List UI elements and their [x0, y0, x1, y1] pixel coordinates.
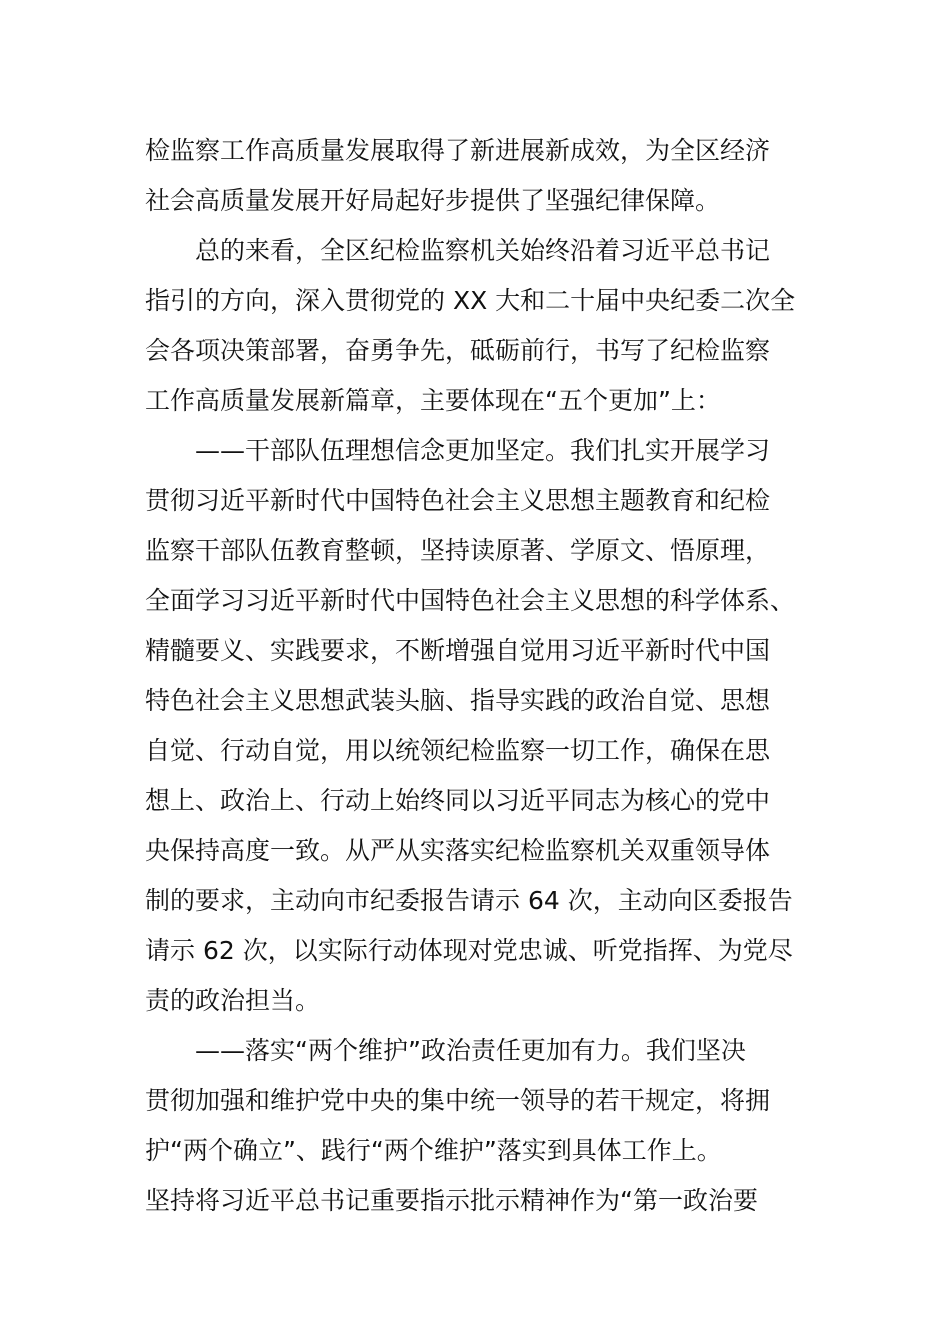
text-line: 指引的方向，深入贯彻党的 XX 大和二十届中央纪委二次全 [145, 286, 796, 315]
text-line: 特色社会主义思想武装头脑、指导实践的政治自觉、思想 [145, 686, 771, 715]
text-line: 贯彻习近平新时代中国特色社会主义思想主题教育和纪检 [145, 486, 771, 515]
text-line: 制的要求，主动向市纪委报告请示 64 次，主动向区委报告 [145, 886, 793, 915]
text-line: 坚持将习近平总书记重要指示批示精神作为“第一政治要 [145, 1186, 758, 1215]
text-line: 全面学习习近平新时代中国特色社会主义思想的科学体系、 [145, 586, 796, 615]
text-line: 请示 62 次，以实际行动体现对党忠诚、听党指挥、为党尽 [145, 936, 793, 965]
text-line: ——干部队伍理想信念更加坚定。我们扎实开展学习 [195, 436, 771, 465]
text-line: 自觉、行动自觉，用以统领纪检监察一切工作，确保在思 [145, 736, 771, 765]
text-line: 社会高质量发展开好局起好步提供了坚强纪律保障。 [145, 186, 721, 215]
text-line: 检监察工作高质量发展取得了新进展新成效，为全区经济 [145, 136, 771, 165]
text-line: 想上、政治上、行动上始终同以习近平同志为核心的党中 [145, 786, 771, 815]
text-line: 护“两个确立”、践行“两个维护”落实到具体工作上。 [145, 1136, 722, 1165]
text-line: 总的来看，全区纪检监察机关始终沿着习近平总书记 [195, 236, 771, 265]
text-line: 精髓要义、实践要求，不断增强自觉用习近平新时代中国 [145, 636, 771, 665]
text-line: 工作高质量发展新篇章，主要体现在“五个更加”上： [145, 386, 721, 415]
text-line: 会各项决策部署，奋勇争先，砥砺前行，书写了纪检监察 [145, 336, 771, 365]
text-line: 贯彻加强和维护党中央的集中统一领导的若干规定，将拥 [145, 1086, 771, 1115]
text-line: ——落实“两个维护”政治责任更加有力。我们坚决 [195, 1036, 746, 1065]
body-text [145, 126, 805, 1226]
text-line: 央保持高度一致。从严从实落实纪检监察机关双重领导体 [145, 836, 771, 865]
text-line: 监察干部队伍教育整顿，坚持读原著、学原文、悟原理， [145, 536, 771, 565]
text-line: 责的政治担当。 [145, 986, 321, 1015]
